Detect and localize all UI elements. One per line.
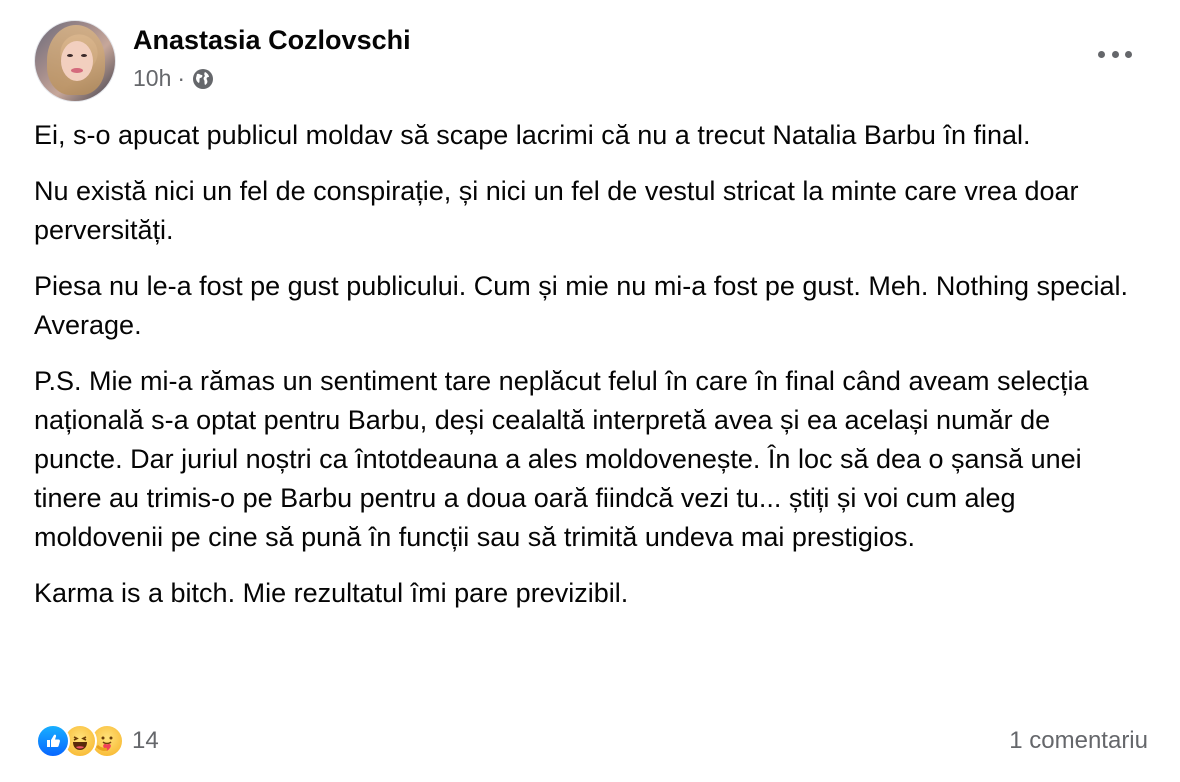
post-paragraph: Karma is a bitch. Mie rezultatul îmi pare previzibil. bbox=[34, 578, 629, 608]
more-dot bbox=[1125, 51, 1132, 58]
separator-dot: · bbox=[177, 65, 186, 91]
avatar-face bbox=[61, 41, 93, 81]
author-name[interactable]: Anastasia Cozlovschi bbox=[133, 25, 411, 55]
post-paragraph: P.S. Mie mi-a rămas un sentiment tare neplăcut felul în care în final când aveam selecția națională s-a optat pentru Barbu, deși cealaltă interpretă avea și ea același număr de puncte. Dar juriul noștri ca întotdeauna a ales moldovenește. În loc să dea o șansă unei tinere au trimis-o pe Barbu pentru a doua oară fiindcă vezi tu... știți și voi cum aleg moldovenii pe cine să pună în funcții sau să trimită undeva mai prestigios. bbox=[34, 366, 1089, 552]
reactions-summary[interactable] bbox=[36, 724, 159, 758]
globe-icon[interactable] bbox=[192, 67, 214, 89]
post-timestamp[interactable]: 10h bbox=[133, 65, 172, 91]
post-paragraph: Ei, s-o apucat publicul moldav să scape lacrimi că nu a trecut Natalia Barbu în final. bbox=[34, 120, 1031, 150]
avatar-lips bbox=[71, 68, 83, 73]
like-icon bbox=[36, 724, 70, 758]
avatar[interactable] bbox=[34, 20, 116, 102]
post-meta bbox=[133, 20, 411, 93]
reaction-icons bbox=[36, 724, 124, 758]
avatar-eye-right bbox=[81, 54, 87, 57]
more-dot bbox=[1098, 51, 1105, 58]
reaction-count[interactable]: 14 bbox=[132, 727, 159, 754]
more-options-icon[interactable] bbox=[1098, 44, 1132, 64]
post-footer bbox=[36, 720, 1148, 762]
post-content bbox=[34, 116, 1146, 630]
more-dot bbox=[1112, 51, 1119, 58]
post-header bbox=[34, 20, 411, 102]
avatar-eye-left bbox=[67, 54, 73, 57]
post-subline bbox=[133, 63, 411, 93]
comments-count-link[interactable]: 1 comentariu bbox=[1009, 727, 1148, 754]
post-paragraph: Nu există nici un fel de conspirație, și nici un fel de vestul stricat la minte care vrea doar perversități. bbox=[34, 176, 1079, 245]
post-paragraph: Piesa nu le-a fost pe gust publicului. Cum și mie nu mi-a fost pe gust. Meh. Nothing special. Average. bbox=[34, 271, 1129, 340]
